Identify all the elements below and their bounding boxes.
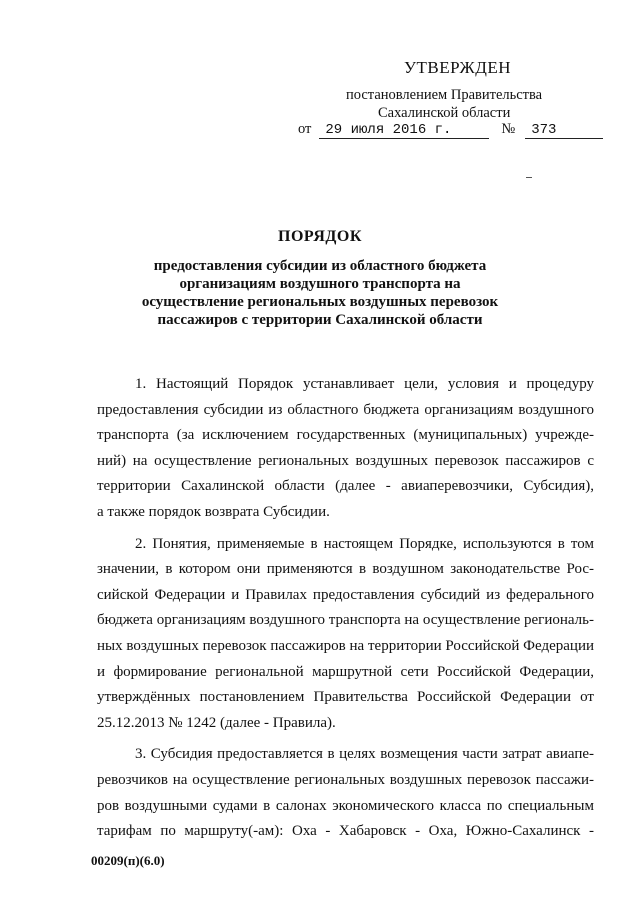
subtitle-line: осуществление региональных воздушных перевозок — [141, 294, 499, 310]
scan-mark — [526, 177, 532, 178]
text-line: предоставления субсидии из областного бюджета организациям воздушного — [97, 401, 594, 418]
text-line: ров воздушными судами в салонах экономического класса по специальным — [97, 797, 594, 814]
paragraph-2 — [97, 532, 594, 737]
subtitle-line: предоставления субсидии из областного бюджета — [153, 258, 487, 274]
text-line: тарифам по маршруту(-ам): Оха - Хабаровск - Оха, Южно-Сахалинск - — [97, 823, 594, 840]
number-sign: № — [501, 121, 516, 137]
document-body — [97, 372, 594, 845]
text-line: ний) на осуществление региональных воздушных перевозок пассажиров с — [97, 452, 594, 469]
text-line: бюджета организациям воздушного транспорта на осуществление региональ- — [97, 612, 594, 629]
text-line: а также порядок возврата Субсидии. — [97, 503, 330, 520]
footer-code: 00209(п)(6.0) — [91, 853, 165, 868]
text-line: и формирование региональной маршрутной сети Российской Федерации, — [97, 663, 594, 680]
approval-title: УТВЕРЖДЕН — [404, 58, 511, 77]
text-line: 2. Понятия, применяемые в настоящем Порядке, используются в том — [135, 535, 594, 552]
text-line: ревозчиков на осуществление региональных воздушных перевозок пассажи- — [97, 771, 594, 788]
text-line: 1. Настоящий Порядок устанавливает цели, условия и процедуру — [135, 376, 594, 392]
text-line: сийской Федерации и Правилах предоставления субсидий из федерального — [97, 586, 594, 603]
text-line: ных воздушных перевозок пассажиров на территории Российской Федерации — [97, 637, 594, 654]
subtitle-line: пассажиров с территории Сахалинской области — [157, 312, 483, 328]
approval-line-2: Сахалинской области — [378, 105, 511, 121]
document-title: ПОРЯДОК — [278, 228, 362, 245]
date-prefix: от — [298, 121, 312, 137]
paragraph-1 — [97, 372, 594, 526]
document-subtitle — [0, 257, 640, 329]
approval-number: 373 — [525, 122, 603, 139]
text-line: территории Сахалинской области (далее - авиаперевозчики, Субсидия), — [97, 478, 594, 495]
text-line: утверждённых постановлением Правительства Российской Федерации от — [97, 689, 594, 706]
approval-date: 29 июля 2016 г. — [319, 122, 489, 139]
paragraph-3 — [97, 742, 594, 844]
text-line: 3. Субсидия предоставляется в целях возмещения части затрат авиапе- — [135, 746, 594, 763]
approval-line-1: постановлением Правительства — [346, 87, 543, 103]
text-line: транспорта (за исключением государственных (муниципальных) учрежде- — [97, 427, 594, 444]
approval-date-row — [298, 121, 603, 139]
text-line: 25.12.2013 № 1242 (далее - Правила). — [97, 714, 336, 731]
text-line: значении, в котором они применяются в воздушном законодательстве Рос- — [97, 561, 594, 578]
subtitle-line: организациям воздушного транспорта на — [179, 276, 461, 292]
